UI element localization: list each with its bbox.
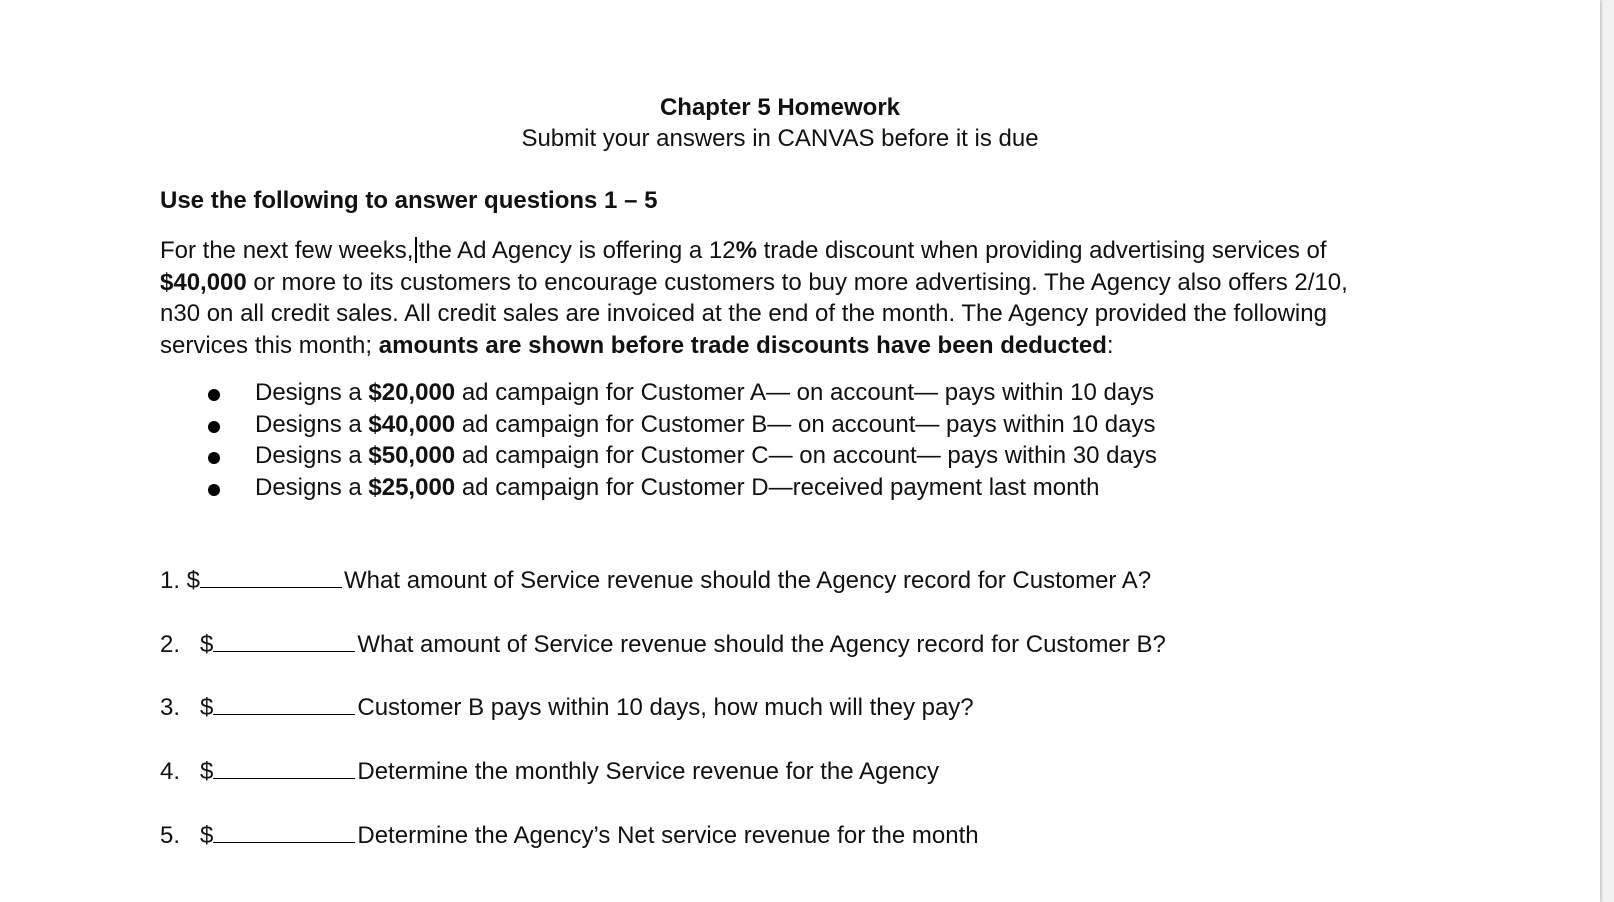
bullet-text-post: ad campaign for Customer A— on account— pays within 10 days	[455, 379, 1155, 406]
question-1	[160, 565, 1151, 596]
services-bullet-list	[205, 377, 1157, 503]
paragraph-text-1: For the next few weeks,	[160, 237, 414, 264]
list-item	[205, 377, 1157, 409]
document-title: Chapter 5 Homework	[659, 94, 901, 121]
bullet-text-pre: Designs a	[255, 410, 369, 438]
intro-paragraph[interactable]	[160, 235, 1390, 361]
bullet-amount: $50,000	[368, 442, 456, 469]
question-2	[160, 629, 1166, 660]
paragraph-text-2: the Ad Agency is offering a 12	[418, 237, 736, 264]
question-number: 3. $	[160, 694, 214, 721]
list-item	[205, 409, 1157, 441]
answer-blank[interactable]	[213, 692, 355, 715]
bullet-text-post: ad campaign for Customer B— on account— pays within 10 days	[455, 410, 1156, 438]
bullet-icon	[208, 421, 220, 433]
paragraph-colon: :	[1106, 331, 1114, 359]
question-number: 1. $	[160, 567, 201, 594]
list-item	[205, 472, 1157, 504]
question-4	[160, 756, 939, 787]
bullet-text-post: ad campaign for Customer D—received payment last month	[455, 473, 1100, 501]
bullet-text-pre: Designs a	[255, 379, 369, 406]
paragraph-text-4: or more to its customers to encourage customers to buy more advertising. The Agency also offers 2/10, n30 on all credit sales. All credit sales are invoiced at the end of the month. The Agency provided the following services this month;	[160, 268, 1348, 359]
question-text: Determine the monthly Service revenue for the Agency	[357, 758, 940, 785]
list-item	[205, 440, 1157, 472]
question-5	[160, 820, 979, 851]
section-heading: Use the following to answer questions 1 – 5	[160, 187, 658, 214]
question-text: What amount of Service revenue should the Agency record for Customer B?	[357, 631, 1166, 658]
bullet-amount: $25,000	[368, 473, 456, 501]
paragraph-text-3: trade discount when providing advertising services of	[756, 237, 1327, 264]
paragraph-emphasis: amounts are shown before trade discounts have been deducted	[378, 331, 1107, 359]
bullet-amount: $40,000	[368, 410, 456, 438]
question-text: Customer B pays within 10 days, how much will they pay?	[357, 694, 974, 721]
bullet-text-post: ad campaign for Customer C— on account— pays within 30 days	[455, 442, 1157, 469]
document-subtitle: Submit your answers in CANVAS before it is due	[521, 125, 1039, 152]
bullet-text-pre: Designs a	[255, 473, 369, 501]
answer-blank[interactable]	[213, 756, 355, 779]
question-text: What amount of Service revenue should the Agency record for Customer A?	[344, 567, 1152, 594]
question-text: Determine the Agency’s Net service revenue for the month	[357, 822, 979, 849]
question-3	[160, 692, 974, 723]
bullet-icon	[208, 389, 220, 401]
answer-blank[interactable]	[200, 565, 342, 588]
bullet-amount: $20,000	[368, 379, 456, 406]
answer-blank[interactable]	[213, 820, 355, 843]
bullet-icon	[208, 484, 220, 496]
answer-blank[interactable]	[213, 629, 355, 652]
question-number: 5. $	[160, 822, 214, 849]
paragraph-percent: %	[735, 237, 757, 264]
bullet-icon	[208, 452, 220, 464]
paragraph-threshold-amount: $40,000	[160, 268, 247, 296]
question-number: 4. $	[160, 758, 214, 785]
question-number: 2. $	[160, 631, 214, 658]
bullet-text-pre: Designs a	[255, 442, 369, 469]
